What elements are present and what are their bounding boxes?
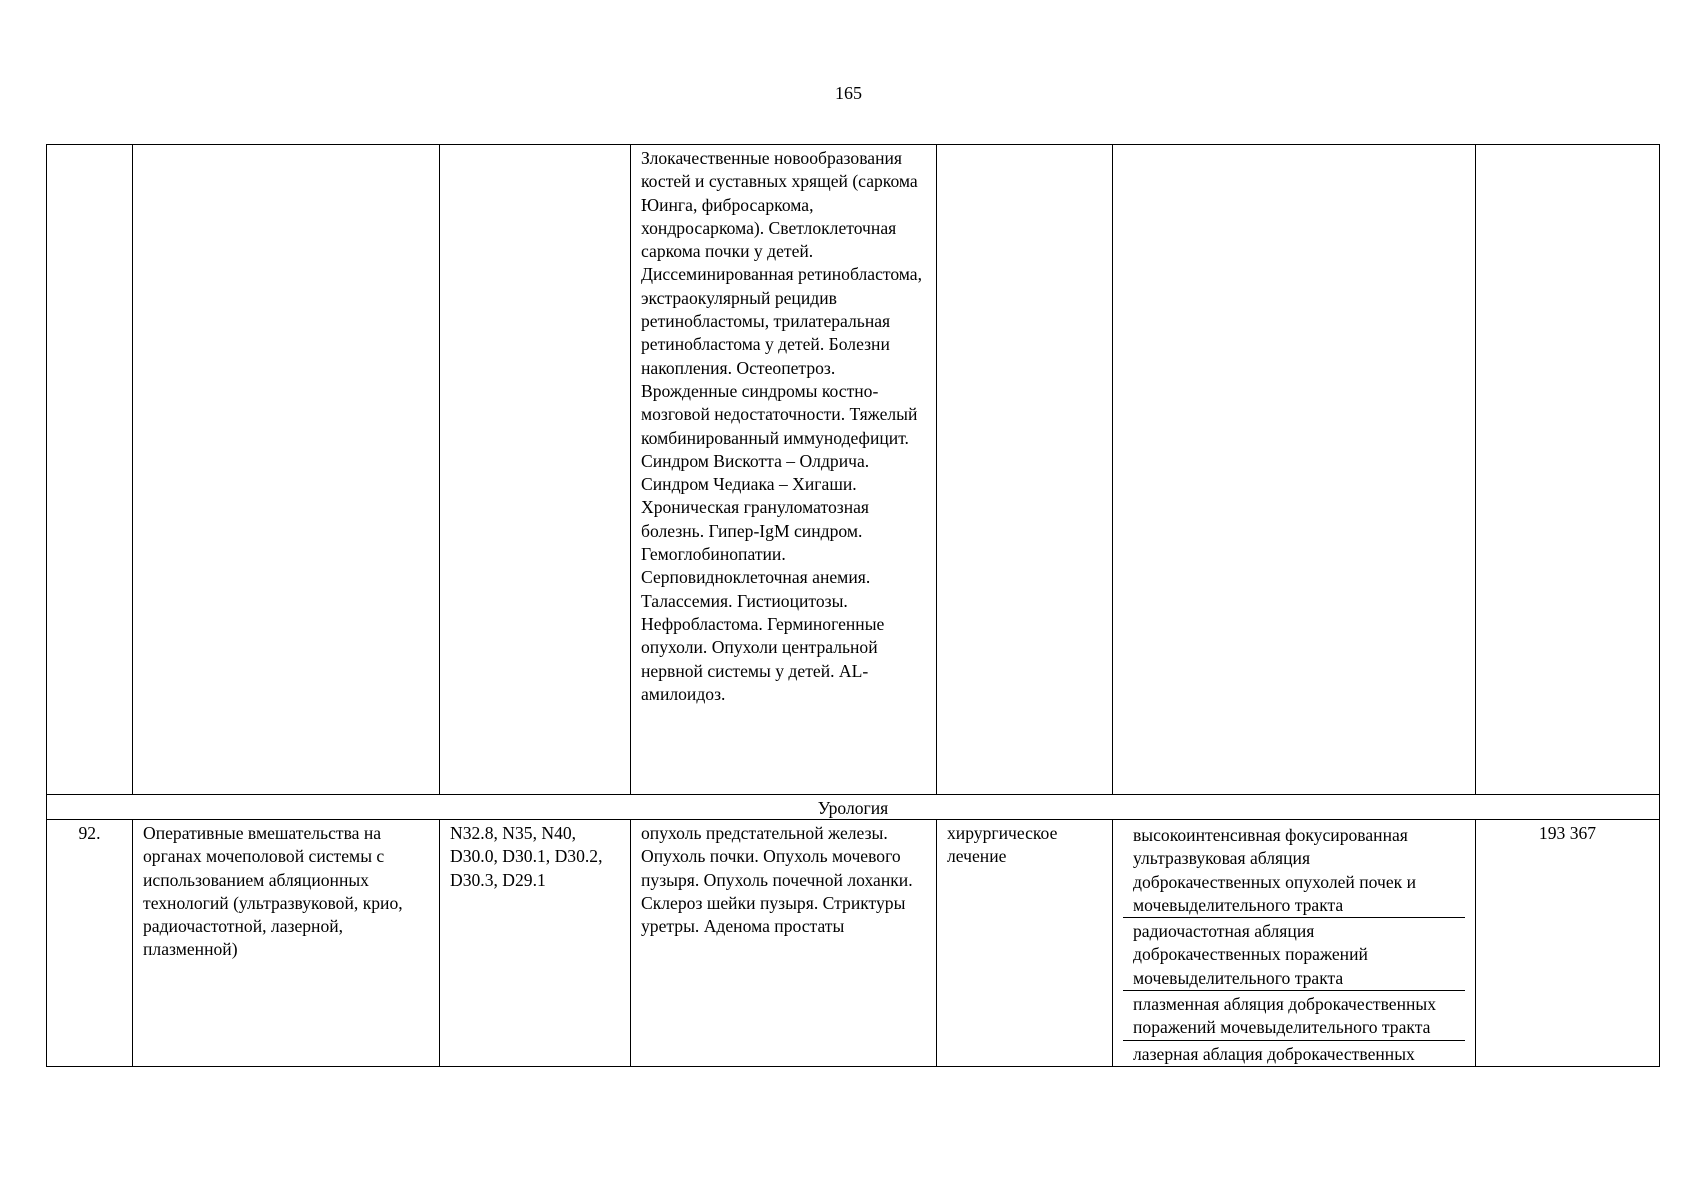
icd-codes-text: N32.8, N35, N40, D30.0, D30.1, D30.2, D30.3, D29.1 [450, 823, 603, 890]
cell-price: 193 367 [1476, 820, 1660, 1067]
cell-diagnosis-continued [631, 145, 937, 795]
method-item-hifu: высокоинтенсивная фокусированная ультразвуковая абляция доброкачественных опухолей почек и мочевыделительного тракта [1123, 822, 1465, 918]
cell-diagnosis [631, 820, 937, 1067]
table-row-92 [47, 820, 1660, 1067]
diagnosis-continued-text: Злокачественные новообразования костей и суставных хрящей (саркома Юинга, фибросаркома, хондросаркома). Светлоклеточная саркома почки у детей. Диссеминированная ретинобластома, экстраокулярный рецидив ретинобластомы, трилатеральная ретинобластома у детей. Болезни накопления. Остеопетроз. Врожденные синдромы костно-мозговой недостаточности. Тяжелый комбинированный иммунодефицит. Синдром Вискотта – Олдрича. Синдром Чедиака – Хигаши. Хроническая грануломатозная болезнь. Гипер-IgM синдром. Гемоглобинопатии. Серповидноклеточная анемия. Талассемия. Гистиоцитозы. Нефробластома. Герминогенные опухоли. Опухоли центральной нервной системы у детей. AL-амилоидоз. [641, 148, 923, 704]
cell-name-empty [133, 145, 440, 795]
method-item-laser: лазерная аблация доброкачественных [1133, 1043, 1415, 1064]
cell-treatment-methods [1113, 820, 1476, 1067]
row-number: 92. [47, 820, 133, 1067]
cell-codes-empty [440, 145, 631, 795]
cell-treatment-empty [937, 145, 1113, 795]
intervention-name-text: Оперативные вмешательства на органах мочеполовой системы с использованием абляционных технологий (ультразвуковой, крио, радиочастотной, лазерной, плазменной) [143, 823, 403, 960]
method-item-plasma: плазменная абляция доброкачественных поражений мочевыделительного тракта [1123, 991, 1465, 1041]
method-item-radiofrequency: радиочастотная абляция доброкачественных поражений мочевыделительного тракта [1123, 918, 1465, 991]
services-table [46, 144, 1660, 1067]
table-row-continuation [47, 145, 1660, 795]
section-header-row [47, 795, 1660, 820]
cell-number-empty [47, 145, 133, 795]
diagnosis-text: опухоль предстательной железы. Опухоль почки. Опухоль мочевого пузыря. Опухоль почечной лоханки. Склероз шейки пузыря. Стриктуры уретры. Аденома простаты [641, 823, 913, 937]
cell-intervention-name [133, 820, 440, 1067]
treatment-type-text: хирургическое лечение [947, 823, 1058, 867]
cell-method-empty [1113, 145, 1476, 795]
cell-price-empty [1476, 145, 1660, 795]
cell-treatment-type [937, 820, 1113, 1067]
page-number: 165 [835, 83, 862, 103]
cell-icd-codes [440, 820, 631, 1067]
section-title-urology: Урология [47, 795, 1660, 820]
